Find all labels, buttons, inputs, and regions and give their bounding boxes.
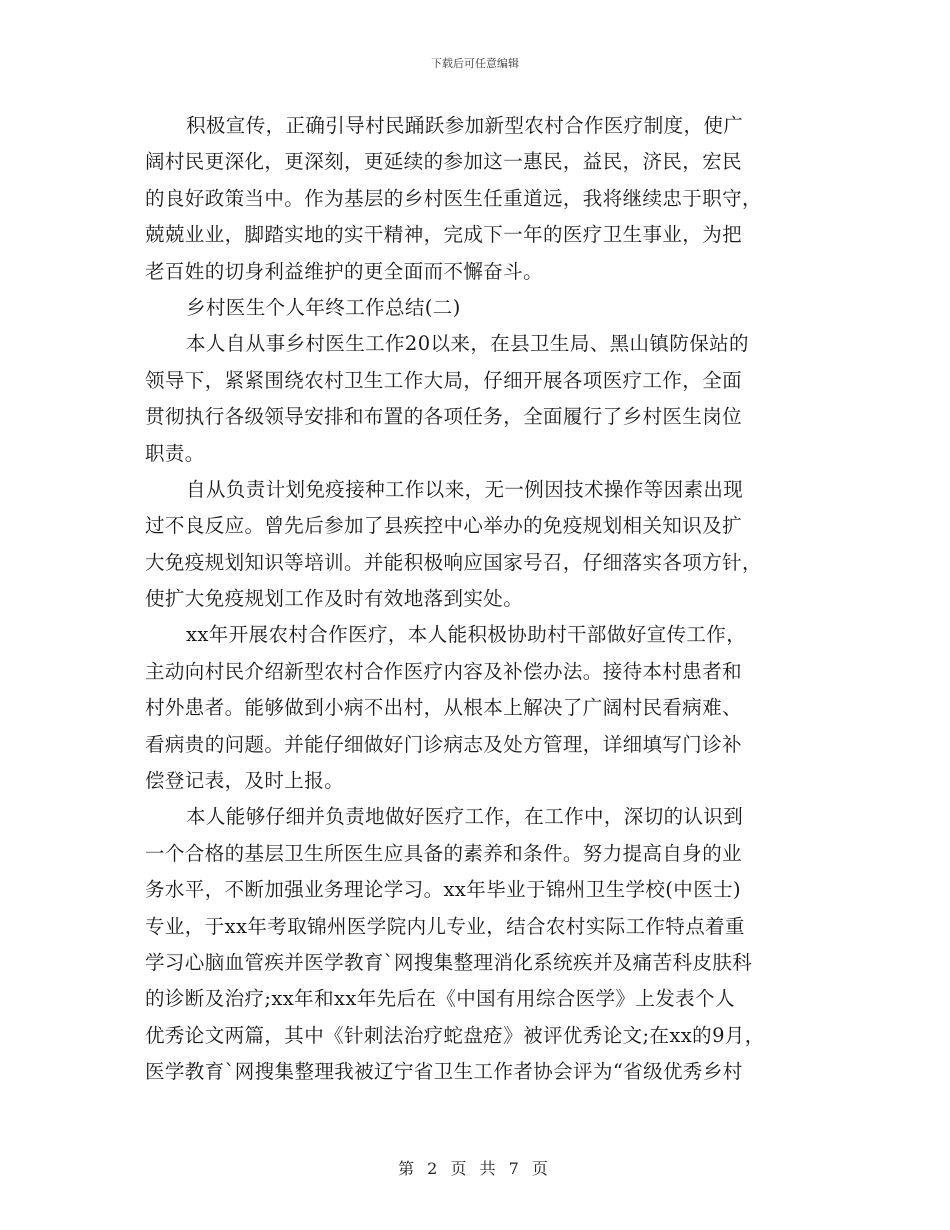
text-line: 本人自从事乡村医生工作20以来，在县卫生局、黑山镇防保站的 — [186, 332, 749, 356]
text-line: 使扩大免疫规划工作及时有效地落到实处。 — [145, 587, 524, 611]
text-line: 的诊断及治疗;xx年和xx年先后在《中国有用综合医学》上发表个人 — [145, 987, 735, 1011]
text-line: 大免疫规划知识等培训。并能积极响应国家号召，仔细落实各项方针， — [145, 550, 762, 574]
text-line: 积极宣传，正确引导村民踊跃参加新型农村合作医疗制度，使广 — [186, 114, 744, 137]
text-line: 偿登记表，及时上报。 — [145, 769, 345, 793]
text-line: 务水平，不断加强业务理论学习。xx年毕业于锦州卫生学校(中医士) — [145, 878, 742, 902]
text-line: 村外患者。能够做到小病不出村，从根本上解决了广阔村民看病难、 — [145, 696, 743, 720]
text-line: 领导下，紧紧围绕农村卫生工作大局，仔细开展各项医疗工作，全面 — [145, 368, 743, 392]
text-line: 贯彻执行各级领导安排和布置的各项任务，全面履行了乡村医生岗位 — [145, 405, 743, 429]
text-line: 主动向村民介绍新型农村合作医疗内容及补偿办法。接待本村患者和 — [145, 659, 743, 683]
text-line: 的良好政策当中。作为基层的乡村医生任重道远，我将继续忠于职守， — [145, 186, 762, 210]
text-line: 阔村民更深化，更深刻，更延续的参加这一惠民，益民，济民，宏民 — [145, 150, 743, 174]
text-line: 老百姓的切身利益维护的更全面而不懈奋斗。 — [145, 259, 544, 283]
text-line: 看病贵的问题。并能仔细做好门诊病志及处方管理，详细填写门诊补 — [145, 732, 743, 756]
text-line: 学习心脑血管疾并医学教育`网搜集整理消化系统疾并及痛苦科皮肤科 — [145, 950, 753, 974]
text-line: 过不良反应。曾先后参加了县疾控中心举办的免疫规划相关知识及扩 — [145, 514, 743, 538]
text-line: xx年开展农村合作医疗，本人能积极协助村干部做好宣传工作， — [186, 623, 747, 647]
text-line: 乡村医生个人年终工作总结(二) — [186, 295, 461, 319]
text-line: 自从负责计划免疫接种工作以来，无一例因技术操作等因素出现 — [186, 477, 744, 501]
text-line: 专业，于xx年考取锦州医学院内儿专业，结合农村实际工作特点着重 — [145, 914, 745, 938]
page-header: 下载后可任意编辑 — [431, 57, 519, 70]
page-footer: 第 2 页 共 7 页 — [398, 1159, 552, 1178]
text-line: 兢兢业业，脚踏实地的实干精神，完成下一年的医疗卫生事业，为把 — [145, 223, 743, 247]
document-body — [145, 108, 810, 1091]
text-line: 职责。 — [145, 441, 205, 465]
text-line: 一个合格的基层卫生所医生应具备的素养和条件。努力提高自身的业 — [145, 841, 743, 865]
text-line: 优秀论文两篇，其中《针刺法治疗蛇盘疮》被评优秀论文;在xx的9月， — [145, 1023, 765, 1047]
text-line: 医学教育`网搜集整理我被辽宁省卫生工作者协会评为“省级优秀乡村 — [145, 1060, 743, 1084]
text-line: 本人能够仔细并负责地做好医疗工作，在工作中，深切的认识到 — [186, 805, 744, 829]
